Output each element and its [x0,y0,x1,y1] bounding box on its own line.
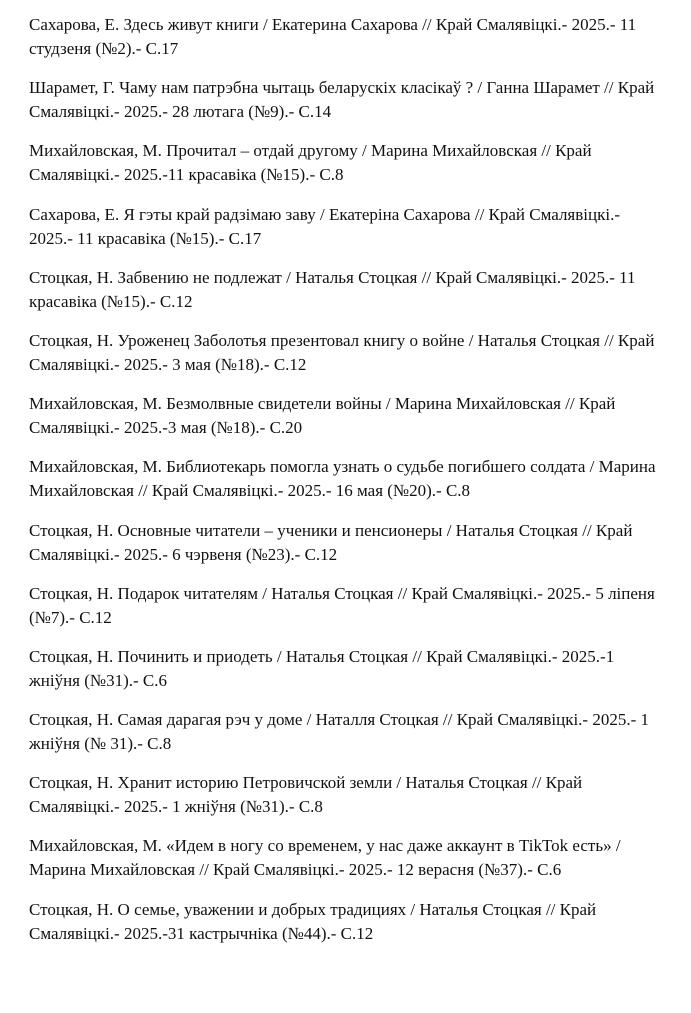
bibliography-list [29,13,665,961]
bibliography-entry: Стоцкая, Н. Забвению не подлежат / Наталья Стоцкая // Край Смалявіцкі.- 2025.- 11 красавіка (№15).- С.12 [29,267,636,311]
bibliography-entry: Сахарова, Е. Здесь живут книги / Екатерина Сахарова // Край Смалявіцкі.- 2025.- 11 студзеня (№2).- С.17 [29,15,637,58]
bibliography-entry: Стоцкая, Н. Уроженец Заболотья презентовал книгу о войне / Наталья Стоцкая // Край Смалявіцкі.- 2025.- 3 мая (№18).- С.12 [29,330,655,374]
bibliography-entry: Михайловская, М. «Идем в ногу со временем, у нас даже аккаунт в TikTok есть» / Марина Михайловская // Край Смалявіцкі.- 2025.- 12 верасня (№37).- С.6 [29,836,621,880]
bibliography-entry: Михайловская, М. Прочитал – отдай другому / Марина Михайловская // Край Смалявіцкі.- 2025.-11 красавіка (№15).- С.8 [29,141,592,185]
bibliography-entry: Стоцкая, Н. Основные читатели – ученики и пенсионеры / Наталья Стоцкая // Край Смалявіцкі.- 2025.- 6 чэрвеня (№23).- С.12 [29,520,633,564]
bibliography-entry: Стоцкая, Н. Хранит историю Петровичской земли / Наталья Стоцкая // Край Смалявіцкі.- 2025.- 1 жніўня (№31).- С.8 [29,773,583,817]
bibliography-entry: Сахарова, Е. Я гэты край радзімаю заву / Екатеріна Сахарова // Край Смалявіцкі.- 2025.- 11 красавіка (№15).- С.17 [29,204,620,248]
bibliography-entry: Стоцкая, Н. Подарок читателям / Наталья Стоцкая // Край Смалявіцкі.- 2025.- 5 ліпеня (№7).- С.12 [29,583,655,627]
bibliography-entry: Стоцкая, Н. О семье, уважении и добрых традициях / Наталья Стоцкая // Край Смалявіцкі.- 2025.-31 кастрычніка (№44).- С.12 [29,899,597,943]
bibliography-entry: Стоцкая, Н. Починить и приодеть / Наталья Стоцкая // Край Смалявіцкі.- 2025.-1 жніўня (№31).- С.6 [29,646,615,690]
bibliography-entry: Михайловская, М. Библиотекарь помогла узнать о судьбе погибшего солдата / Марина Михайловская // Край Смалявіцкі.- 2025.- 16 мая (№20).- С.8 [29,457,656,501]
bibliography-entry: Михайловская, М. Безмолвные свидетели войны / Марина Михайловская // Край Смалявіцкі.- 2025.-3 мая (№18).- С.20 [29,394,616,438]
bibliography-entry: Шарамет, Г. Чаму нам патрэбна чытаць беларускіх класікаў ? / Ганна Шарамет // Край Смалявіцкі.- 2025.- 28 лютага (№9).- С.14 [29,78,655,122]
bibliography-entry: Стоцкая, Н. Самая дарагая рэч у доме / Наталля Стоцкая // Край Смалявіцкі.- 2025.- 1 жніўня (№ 31).- С.8 [29,710,649,754]
